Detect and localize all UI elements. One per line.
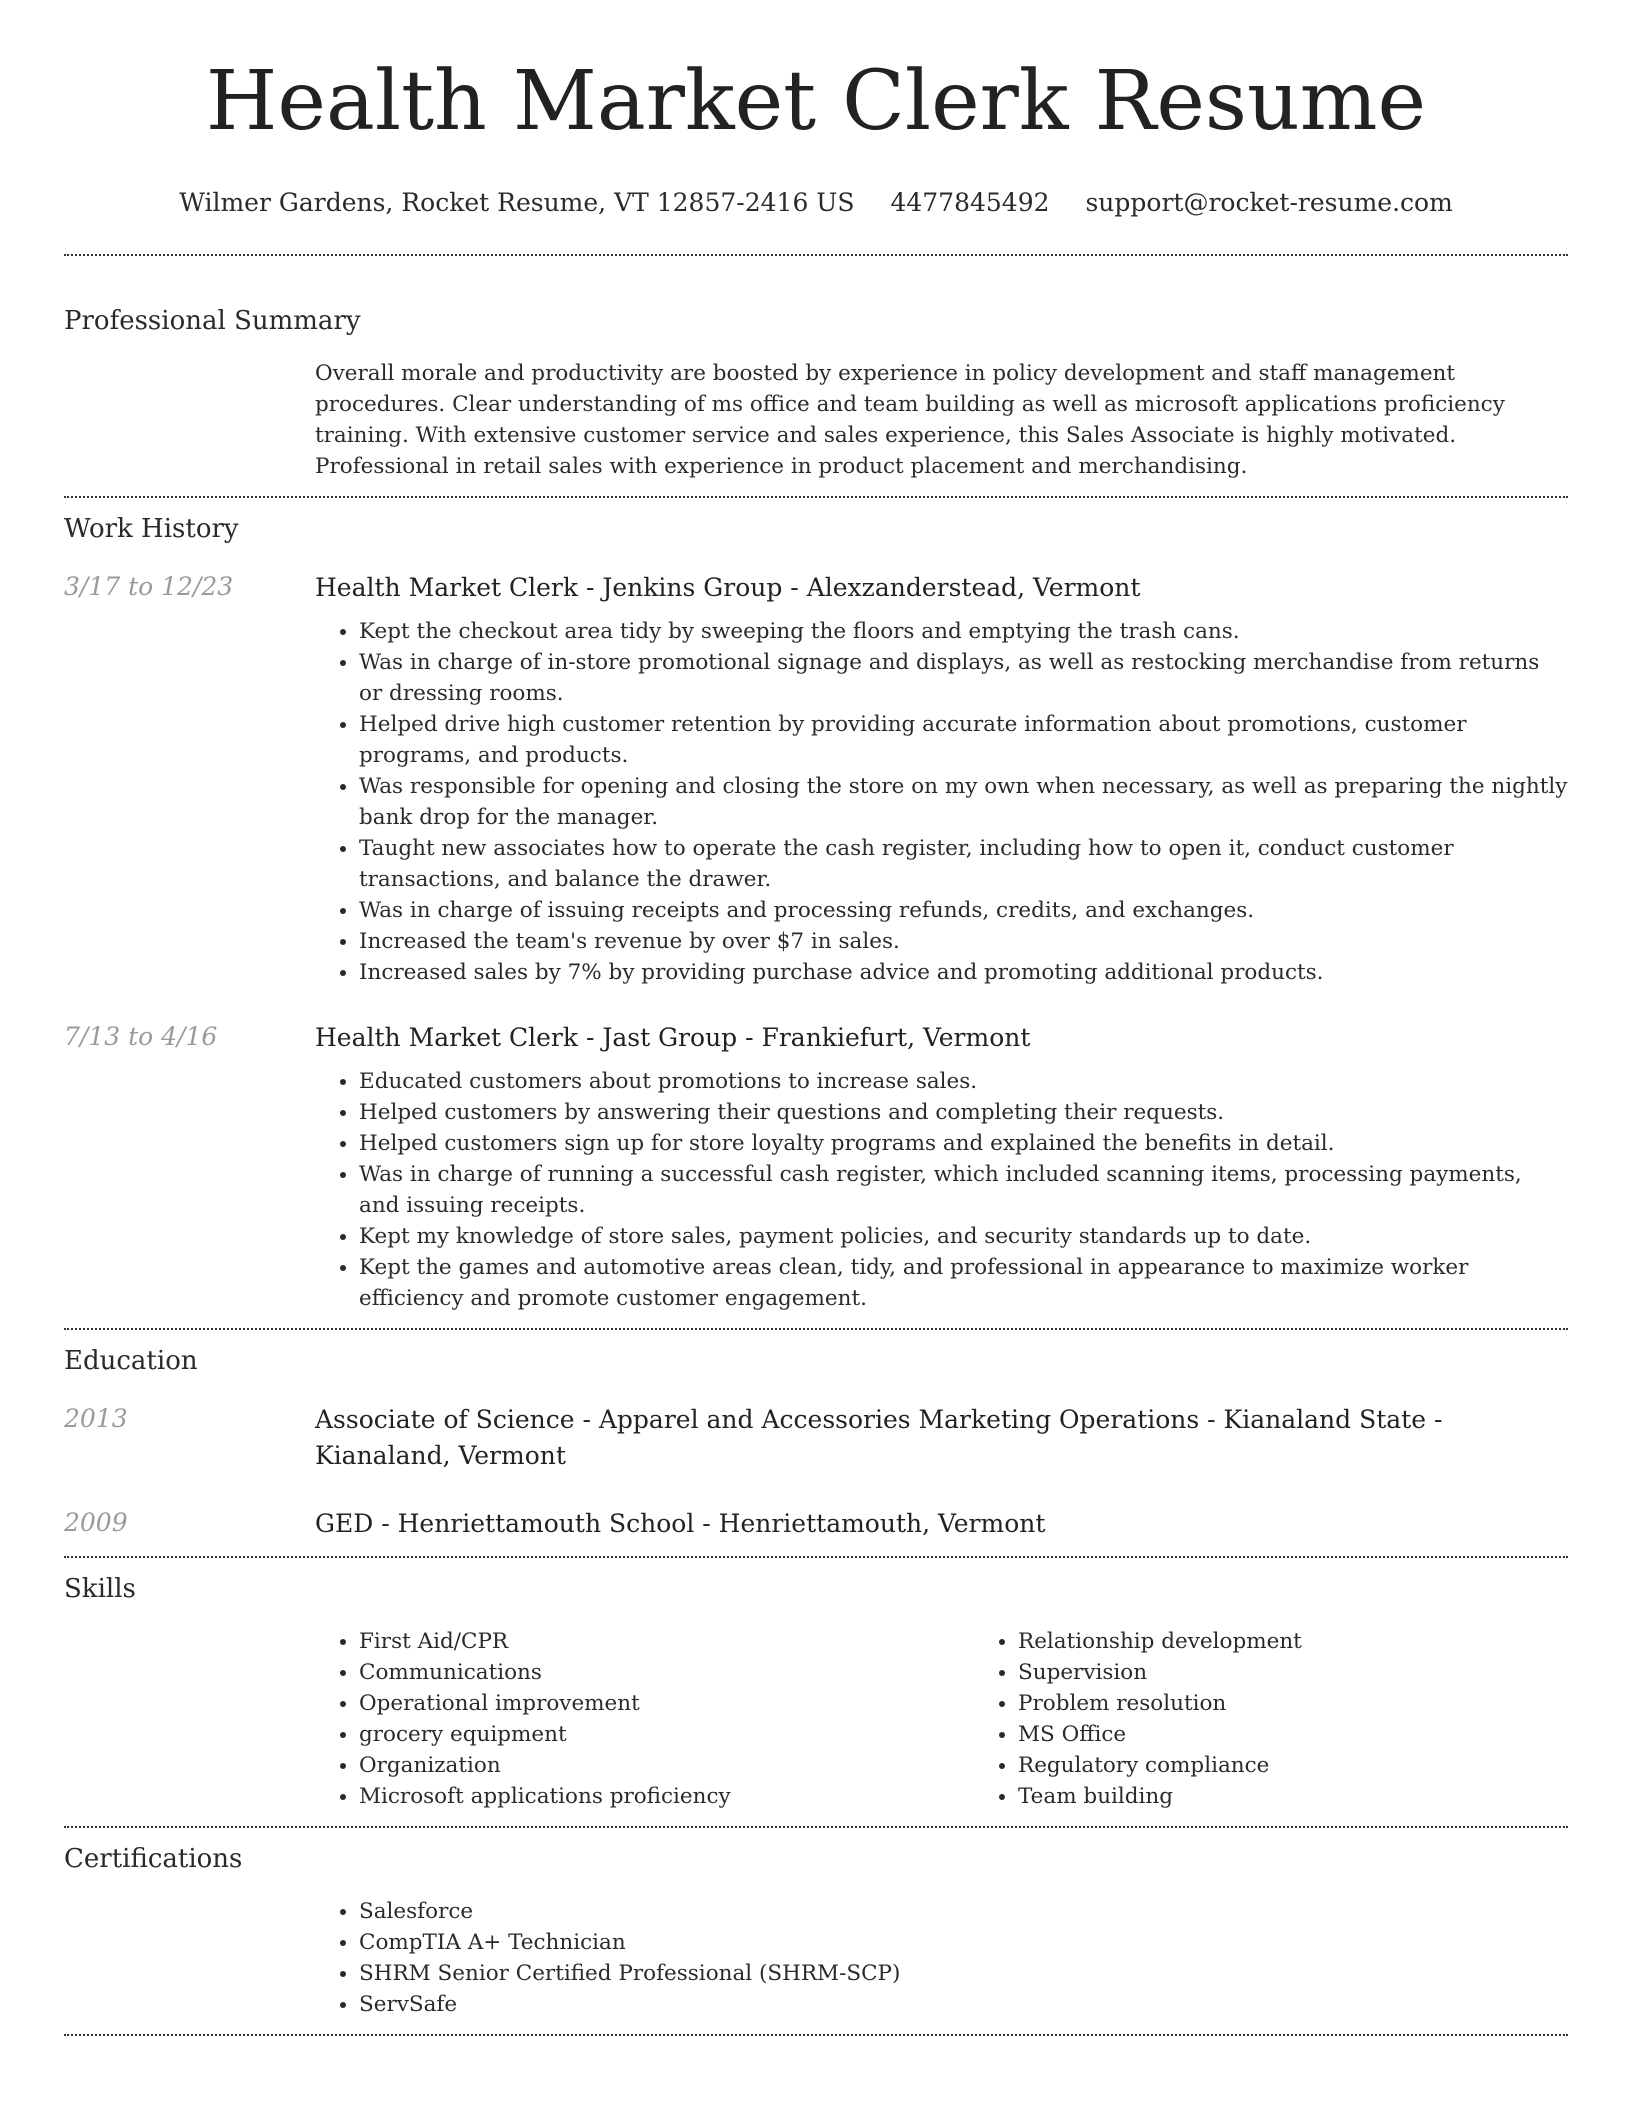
job-bullet: • Kept my knowledge of store sales, payment policies, and security standards up to date. [359,1221,1568,1252]
job-bullet: • Kept the games and automotive areas clean, tidy, and professional in appearance to maximize worker efficiency and promote customer engagement. [359,1252,1568,1314]
divider [64,1826,1568,1828]
certifications-section [64,1842,1568,2020]
divider [64,1556,1568,1558]
certification-item: • ServSafe [359,1989,1568,2020]
job-bullet: • Educated customers about promotions to increase sales. [359,1066,1568,1097]
job-bullet: • Increased sales by 7% by providing purchase advice and promoting additional products. [359,957,1568,988]
education-entry [64,1506,1568,1542]
skill-item: • Supervision [1018,1657,1568,1688]
work-history-section [64,512,1568,1314]
contact-email: support@rocket-resume.com [1085,188,1453,217]
job-title: Health Market Clerk - Jast Group - Frankiefurt, Vermont [315,1023,1031,1052]
certifications-list [315,1896,1568,2020]
job-bullet: • Was responsible for opening and closing the store on my own when necessary, as well as preparing the nightly bank drop for the manager. [359,771,1568,833]
job-bullet: • Kept the checkout area tidy by sweeping the floors and emptying the trash cans. [359,616,1568,647]
skill-item: • Operational improvement [359,1688,974,1719]
job-dates: 3/17 to 12/23 [64,572,234,601]
education-year: 2013 [64,1404,128,1433]
education-text: GED - Henriettamouth School - Henriettamouth, Vermont [315,1509,1046,1538]
job-entry [64,570,1568,988]
work-history-heading: Work History [64,514,239,544]
education-heading: Education [64,1346,198,1376]
certification-item: • Salesforce [359,1896,1568,1927]
job-dates: 7/13 to 4/16 [64,1022,218,1051]
skills-grid [315,1626,1568,1812]
skill-item: • Microsoft applications proficiency [359,1781,974,1812]
job-bullet: • Was in charge of issuing receipts and processing refunds, credits, and exchanges. [359,895,1568,926]
education-text: Associate of Science - Apparel and Accessories Marketing Operations - Kianaland State - Kianaland, Vermont [315,1405,1443,1470]
education-entry [64,1402,1568,1474]
skill-item: • Regulatory compliance [1018,1750,1568,1781]
contact-phone: 4477845492 [890,188,1050,217]
job-bullet: • Helped customers by answering their questions and completing their requests. [359,1097,1568,1128]
job-bullets [315,1066,1568,1314]
summary-text: Overall morale and productivity are boosted by experience in policy development and staff management procedures. Clear understanding of ms office and team building as well as microsoft applications proficiency training. With extensive customer service and sales experience, this Sales Associate is highly motivated. Professional in retail sales with experience in product placement and merchandising. [315,361,1505,479]
skills-list-left [315,1626,974,1812]
job-bullet: • Increased the team's revenue by over $7 in sales. [359,926,1568,957]
job-bullet: • Helped customers sign up for store loyalty programs and explained the benefits in detail. [359,1128,1568,1159]
page-title: Health Market Clerk Resume [205,54,1427,149]
certification-item: • CompTIA A+ Technician [359,1927,1568,1958]
contact-address: Wilmer Gardens, Rocket Resume, VT 12857-2416 US [179,188,855,217]
education-section [64,1344,1568,1542]
job-details [315,570,1568,988]
summary-heading: Professional Summary [64,306,361,336]
job-bullet: • Was in charge of running a successful cash register, which included scanning items, processing payments, and issuing receipts. [359,1159,1568,1221]
summary-section [64,304,1568,482]
certifications-heading: Certifications [64,1844,243,1874]
skill-item: • First Aid/CPR [359,1626,974,1657]
divider [64,2034,1568,2036]
job-bullets [315,616,1568,988]
job-bullet: • Helped drive high customer retention by providing accurate information about promotions, customer programs, and products. [359,709,1568,771]
skill-item: • grocery equipment [359,1719,974,1750]
job-title: Health Market Clerk - Jenkins Group - Alexzanderstead, Vermont [315,573,1141,602]
skills-list-right [974,1626,1568,1812]
job-entry [64,1020,1568,1314]
skill-item: • Problem resolution [1018,1688,1568,1719]
divider [64,496,1568,498]
education-year: 2009 [64,1508,128,1537]
divider [64,254,1568,256]
skill-item: • MS Office [1018,1719,1568,1750]
job-details [315,1020,1568,1314]
divider [64,1328,1568,1330]
skill-item: • Communications [359,1657,974,1688]
contact-line [64,186,1568,220]
skill-item: • Organization [359,1750,974,1781]
skills-section [64,1572,1568,1812]
certification-item: • SHRM Senior Certified Professional (SHRM-SCP) [359,1958,1568,1989]
job-bullet: • Taught new associates how to operate the cash register, including how to open it, conduct customer transactions, and balance the drawer. [359,833,1568,895]
skill-item: • Team building [1018,1781,1568,1812]
job-bullet: • Was in charge of in-store promotional signage and displays, as well as restocking merchandise from returns or dressing rooms. [359,647,1568,709]
skills-heading: Skills [64,1574,136,1604]
skill-item: • Relationship development [1018,1626,1568,1657]
